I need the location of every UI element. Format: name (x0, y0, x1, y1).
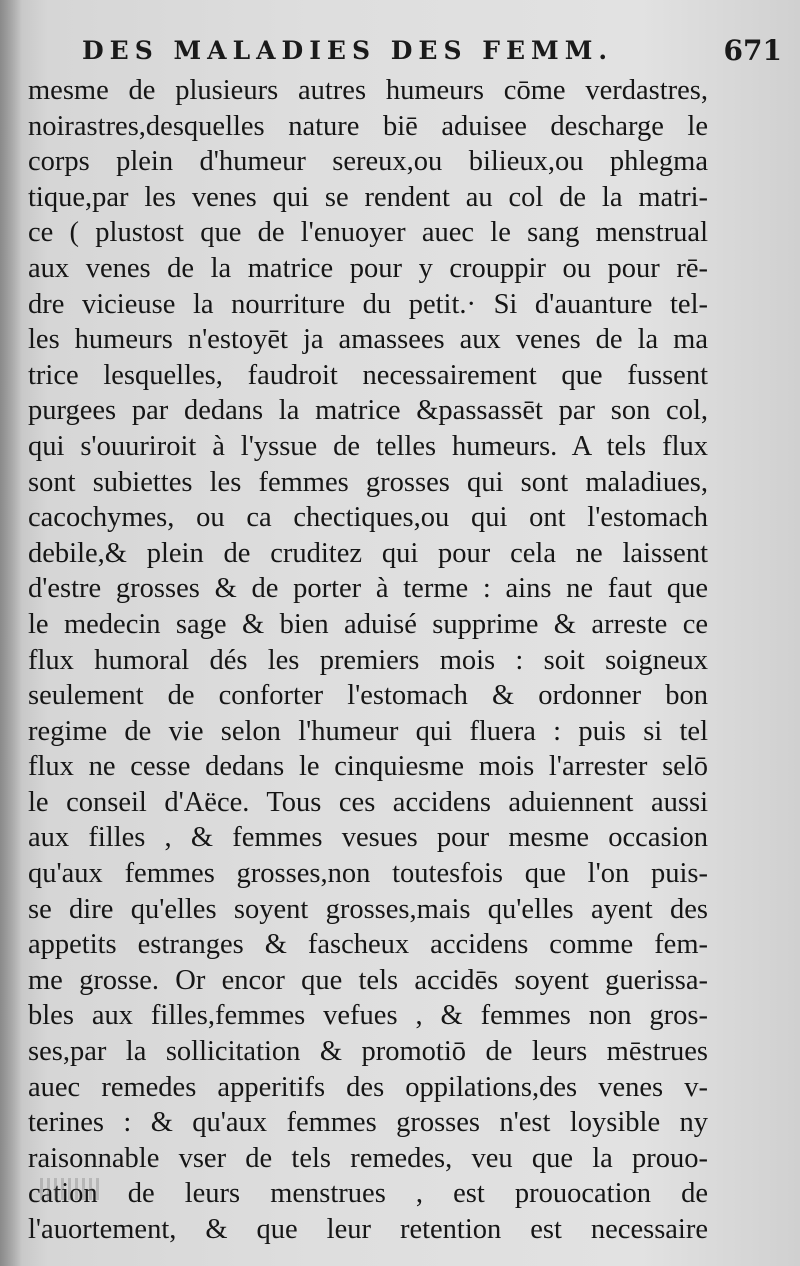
text-line: ce ( plustost que de l'enuoyer auec le sang menstrual (28, 217, 708, 249)
text-line: qu'aux femmes grosses,non toutesfois que l'on puis- (28, 858, 708, 890)
text-line: regime de vie selon l'humeur qui fluera : puis si tel (28, 715, 708, 747)
text-line: qui s'ouuriroit à l'yssue de telles humeurs. A tels flux (28, 430, 708, 462)
text-line: se dire qu'elles soyent grosses,mais qu'elles ayent des (28, 893, 708, 925)
text-line: sont subiettes les femmes grosses qui sont maladiues, (28, 466, 708, 498)
text-line: purgees par dedans la matrice &passassēt par son col, (28, 395, 708, 427)
text-line: les humeurs n'estoyēt ja amassees aux venes de la ma (28, 324, 708, 356)
gutter-shadow (0, 0, 22, 1266)
text-line: le conseil d'Aëce. Tous ces accidens aduiennent aussi (28, 786, 708, 818)
text-line: debile,& plein de cruditez qui pour cela ne laissent (28, 537, 708, 569)
text-line: bles aux filles,femmes vefues , & femmes non gros- (28, 1000, 708, 1032)
text-line: flux humoral dés les premiers mois : soit soigneux (28, 644, 708, 676)
text-line: me grosse. Or encor que tels accidēs soyent guerissa- (28, 964, 708, 996)
text-line: l'auortement, & que leur retention est necessaire (28, 1214, 708, 1245)
text-line: ses,par la sollicitation & promotiō de leurs mēstrues (28, 1036, 708, 1068)
text-line: noirastres,desquelles nature biē aduisee descharge le (28, 110, 708, 142)
body-text (28, 73, 708, 1248)
text-line: aux filles , & femmes vesues pour mesme occasion (28, 822, 708, 854)
text-line: d'estre grosses & de porter à terme : ains ne faut que (28, 573, 708, 605)
text-line: seulement de conforter l'estomach & ordonner bon (28, 680, 708, 712)
running-title: DES MALADIES DES FEMM. (82, 36, 614, 65)
text-line: cation de leurs menstrues , est prouocation de (28, 1178, 708, 1210)
text-line: raisonnable vser de tels remedes, veu que la prouo- (28, 1142, 708, 1174)
text-line: mesme de plusieurs autres humeurs cōme verdastres, (28, 75, 708, 106)
text-line: tique,par les venes qui se rendent au col de la matri- (28, 181, 708, 213)
text-line: flux ne cesse dedans le cinquiesme mois l'arrester selō (28, 751, 708, 783)
text-line: aux venes de la matrice pour y crouppir ou pour rē- (28, 252, 708, 284)
page-number: 671 (723, 34, 782, 67)
text-line: cacochymes, ou ca chectiques,ou qui ont l'estomach (28, 502, 708, 534)
text-line: auec remedes apperitifs des oppilations,des venes v- (28, 1071, 708, 1103)
running-head (62, 34, 782, 74)
text-line: corps plein d'humeur sereux,ou bilieux,ou phlegma (28, 146, 708, 178)
text-line: terines : & qu'aux femmes grosses n'est loysible ny (28, 1107, 708, 1139)
text-line: le medecin sage & bien aduisé supprime & arreste ce (28, 608, 708, 640)
text-line: appetits estranges & fascheux accidens comme fem- (28, 929, 708, 961)
text-line: dre vicieuse la nourriture du petit.· Si d'auanture tel- (28, 288, 708, 320)
bleed-through-mark (40, 1178, 100, 1200)
text-line: trice lesquelles, faudroit necessairement que fussent (28, 359, 708, 391)
